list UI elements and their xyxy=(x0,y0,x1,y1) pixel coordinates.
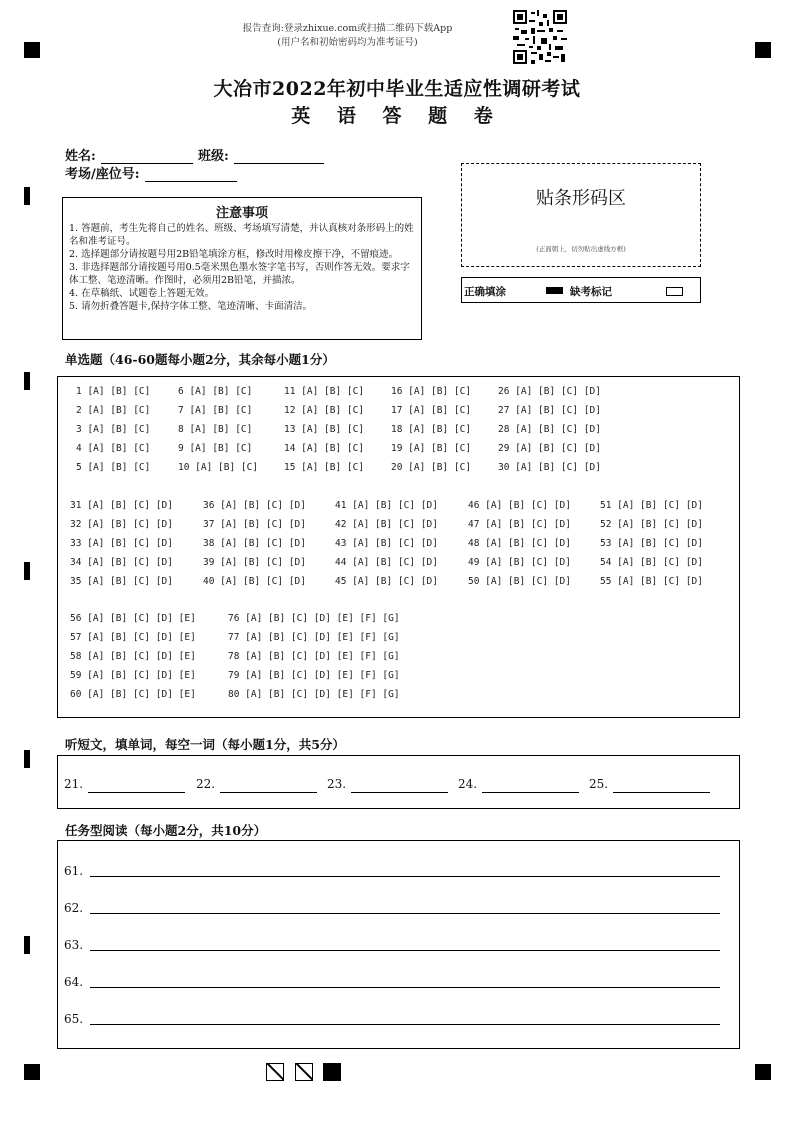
choice-question[interactable]: 76 [A] [B] [C] [D] [E] [F] [G] xyxy=(228,613,400,624)
absent-mark-box[interactable] xyxy=(666,287,683,296)
listening-section-title: 听短文，填单词，每空一词（每小题1分，共5分） xyxy=(65,737,345,752)
choice-question[interactable]: 27 [A] [B] [C] [D] xyxy=(498,405,601,416)
blank-line[interactable] xyxy=(88,791,185,793)
notice-title: 注意事项 xyxy=(215,206,268,221)
choice-question[interactable]: 34 [A] [B] [C] [D] xyxy=(70,557,173,568)
class-label: 班级: xyxy=(198,149,229,164)
notice-item: 3. 非选择题部分请按题号用0.5毫米黑色墨水签字笔书写，否则作答无效。要求字体工整、笔迹清晰。作图时，必须用2B铅笔，并描浓。 xyxy=(69,262,410,286)
choice-question[interactable]: 59 [A] [B] [C] [D] [E] xyxy=(70,670,196,681)
choice-question[interactable]: 78 [A] [B] [C] [D] [E] [F] [G] xyxy=(228,651,400,662)
choice-question[interactable]: 2 [A] [B] [C] xyxy=(76,405,151,416)
choice-question[interactable]: 16 [A] [B] [C] xyxy=(391,386,472,397)
choice-question[interactable]: 51 [A] [B] [C] [D] xyxy=(600,500,703,511)
answer-number: 63. xyxy=(64,938,84,952)
blank-line[interactable] xyxy=(220,791,317,793)
page-mark-icon xyxy=(295,1063,313,1081)
choice-question[interactable]: 44 [A] [B] [C] [D] xyxy=(335,557,438,568)
notice-items xyxy=(63,222,421,313)
choice-question[interactable]: 43 [A] [B] [C] [D] xyxy=(335,538,438,549)
choice-question[interactable]: 5 [A] [B] [C] xyxy=(76,462,151,473)
page-mark-icon xyxy=(266,1063,284,1081)
answer-line[interactable] xyxy=(64,864,720,880)
choice-question[interactable]: 32 [A] [B] [C] [D] xyxy=(70,519,173,530)
choice-question[interactable]: 52 [A] [B] [C] [D] xyxy=(600,519,703,530)
blank-number: 22. xyxy=(196,777,216,791)
class-field[interactable] xyxy=(234,149,324,164)
answer-underline[interactable] xyxy=(90,876,720,877)
page-mark-icon xyxy=(323,1063,341,1081)
listening-blank[interactable] xyxy=(327,777,452,795)
timing-mark xyxy=(24,750,30,768)
choice-question[interactable]: 38 [A] [B] [C] [D] xyxy=(203,538,306,549)
choice-question[interactable]: 30 [A] [B] [C] [D] xyxy=(498,462,601,473)
barcode-hint: (正面朝上，切勿贴出虚线方框) xyxy=(536,245,626,253)
reading-section-title: 任务型阅读（每小题2分，共10分） xyxy=(65,823,267,838)
answer-sheet-subtitle: 英 语 答 题 卷 xyxy=(291,105,503,127)
choice-question[interactable]: 18 [A] [B] [C] xyxy=(391,424,472,435)
filled-box-icon xyxy=(546,287,563,294)
choice-question[interactable]: 54 [A] [B] [C] [D] xyxy=(600,557,703,568)
answer-underline[interactable] xyxy=(90,1024,720,1025)
note-line: (用户名和初始密码均为准考证号) xyxy=(277,37,418,48)
corner-mark xyxy=(755,1064,771,1080)
choice-question[interactable]: 56 [A] [B] [C] [D] [E] xyxy=(70,613,196,624)
listening-blank[interactable] xyxy=(196,777,321,795)
corner-mark xyxy=(24,42,40,58)
answer-number: 65. xyxy=(64,1012,84,1026)
answer-number: 62. xyxy=(64,901,84,915)
answer-underline[interactable] xyxy=(90,950,720,951)
choice-question[interactable]: 31 [A] [B] [C] [D] xyxy=(70,500,173,511)
listening-blank[interactable] xyxy=(589,777,714,795)
choice-question[interactable]: 58 [A] [B] [C] [D] [E] xyxy=(70,651,196,662)
timing-mark xyxy=(24,187,30,205)
choice-question[interactable]: 79 [A] [B] [C] [D] [E] [F] [G] xyxy=(228,670,400,681)
timing-mark xyxy=(24,372,30,390)
fill-legend xyxy=(461,277,701,303)
corner-mark xyxy=(24,1064,40,1080)
choice-question[interactable]: 4 [A] [B] [C] xyxy=(76,443,151,454)
listening-blank[interactable] xyxy=(64,777,189,795)
exam-title: 大冶市2022年初中毕业生适应性调研考试 xyxy=(213,78,581,100)
qr-code-icon[interactable] xyxy=(513,10,567,64)
choice-question[interactable]: 10 [A] [B] [C] xyxy=(178,462,259,473)
notice-item: 2. 选择题部分请按题号用2B铅笔填涂方框，修改时用橡皮擦干净，不留痕迹。 xyxy=(69,249,399,260)
name-class-row xyxy=(65,145,324,164)
choice-question[interactable]: 8 [A] [B] [C] xyxy=(178,424,253,435)
blank-number: 25. xyxy=(589,777,609,791)
choice-question[interactable]: 6 [A] [B] [C] xyxy=(178,386,253,397)
choice-question[interactable]: 13 [A] [B] [C] xyxy=(284,424,365,435)
choice-question[interactable]: 45 [A] [B] [C] [D] xyxy=(335,576,438,587)
listening-blank[interactable] xyxy=(458,777,583,795)
choice-question[interactable]: 49 [A] [B] [C] [D] xyxy=(468,557,571,568)
answer-line[interactable] xyxy=(64,975,720,991)
choice-question[interactable]: 12 [A] [B] [C] xyxy=(284,405,365,416)
report-query-note xyxy=(215,22,480,50)
choice-question[interactable]: 41 [A] [B] [C] [D] xyxy=(335,500,438,511)
choice-question[interactable]: 14 [A] [B] [C] xyxy=(284,443,365,454)
choice-question[interactable]: 42 [A] [B] [C] [D] xyxy=(335,519,438,530)
blank-line[interactable] xyxy=(351,791,448,793)
answer-line[interactable] xyxy=(64,1012,720,1028)
choice-question[interactable]: 36 [A] [B] [C] [D] xyxy=(203,500,306,511)
choice-question[interactable]: 47 [A] [B] [C] [D] xyxy=(468,519,571,530)
choice-question[interactable]: 40 [A] [B] [C] [D] xyxy=(203,576,306,587)
choice-question[interactable]: 80 [A] [B] [C] [D] [E] [F] [G] xyxy=(228,689,400,700)
choice-question[interactable]: 19 [A] [B] [C] xyxy=(391,443,472,454)
answer-line[interactable] xyxy=(64,901,720,917)
choice-question[interactable]: 7 [A] [B] [C] xyxy=(178,405,253,416)
seat-label: 考场/座位号: xyxy=(65,167,140,182)
choice-section-title: 单选题（46-60题每小题2分，其余每小题1分） xyxy=(65,352,335,367)
name-field[interactable] xyxy=(101,149,193,164)
choice-question[interactable]: 46 [A] [B] [C] [D] xyxy=(468,500,571,511)
barcode-label: 贴条形码区 xyxy=(536,188,626,209)
choice-question[interactable]: 9 [A] [B] [C] xyxy=(178,443,253,454)
answer-line[interactable] xyxy=(64,938,720,954)
blank-number: 24. xyxy=(458,777,478,791)
notice-item: 4. 在草稿纸、试题卷上答题无效。 xyxy=(69,288,215,299)
choice-question[interactable]: 28 [A] [B] [C] [D] xyxy=(498,424,601,435)
choice-question[interactable]: 33 [A] [B] [C] [D] xyxy=(70,538,173,549)
answer-number: 64. xyxy=(64,975,84,989)
choice-question[interactable]: 57 [A] [B] [C] [D] [E] xyxy=(70,632,196,643)
choice-question[interactable]: 48 [A] [B] [C] [D] xyxy=(468,538,571,549)
choice-question[interactable]: 11 [A] [B] [C] xyxy=(284,386,365,397)
notice-item: 1. 答题前，考生先将自己的姓名、班级、考场填写清楚，并认真核对条形码上的姓名和准考证号。 xyxy=(69,223,414,247)
corner-mark xyxy=(755,42,771,58)
choice-question[interactable]: 39 [A] [B] [C] [D] xyxy=(203,557,306,568)
notice-box xyxy=(62,197,422,340)
choice-question[interactable]: 37 [A] [B] [C] [D] xyxy=(203,519,306,530)
timing-mark xyxy=(24,936,30,954)
seat-field[interactable] xyxy=(145,167,237,182)
timing-mark xyxy=(24,562,30,580)
barcode-area[interactable] xyxy=(461,163,701,267)
choice-question[interactable]: 55 [A] [B] [C] [D] xyxy=(600,576,703,587)
choice-question[interactable]: 1 [A] [B] [C] xyxy=(76,386,151,397)
blank-number: 21. xyxy=(64,777,84,791)
name-label: 姓名: xyxy=(65,149,96,164)
choice-question[interactable]: 15 [A] [B] [C] xyxy=(284,462,365,473)
blank-line[interactable] xyxy=(482,791,579,793)
choice-question[interactable]: 53 [A] [B] [C] [D] xyxy=(600,538,703,549)
choice-question[interactable]: 3 [A] [B] [C] xyxy=(76,424,151,435)
answer-underline[interactable] xyxy=(90,987,720,988)
absent-mark-label: 缺考标记 xyxy=(570,286,612,298)
blank-line[interactable] xyxy=(613,791,710,793)
choice-question[interactable]: 35 [A] [B] [C] [D] xyxy=(70,576,173,587)
seat-row xyxy=(65,163,237,182)
blank-number: 23. xyxy=(327,777,347,791)
choice-question[interactable]: 29 [A] [B] [C] [D] xyxy=(498,443,601,454)
choice-question[interactable]: 17 [A] [B] [C] xyxy=(391,405,472,416)
answer-underline[interactable] xyxy=(90,913,720,914)
answer-number: 61. xyxy=(64,864,84,878)
choice-question[interactable]: 26 [A] [B] [C] [D] xyxy=(498,386,601,397)
notice-item: 5. 请勿折叠答题卡,保持字体工整、笔迹清晰、卡面清洁。 xyxy=(69,301,313,312)
note-line: 报告查询:登录zhixue.com或扫描二维码下载App xyxy=(242,23,453,34)
correct-fill-label: 正确填涂 xyxy=(464,286,506,298)
choice-question[interactable]: 60 [A] [B] [C] [D] [E] xyxy=(70,689,196,700)
choice-question[interactable]: 20 [A] [B] [C] xyxy=(391,462,472,473)
choice-question[interactable]: 77 [A] [B] [C] [D] [E] [F] [G] xyxy=(228,632,400,643)
choice-question[interactable]: 50 [A] [B] [C] [D] xyxy=(468,576,571,587)
